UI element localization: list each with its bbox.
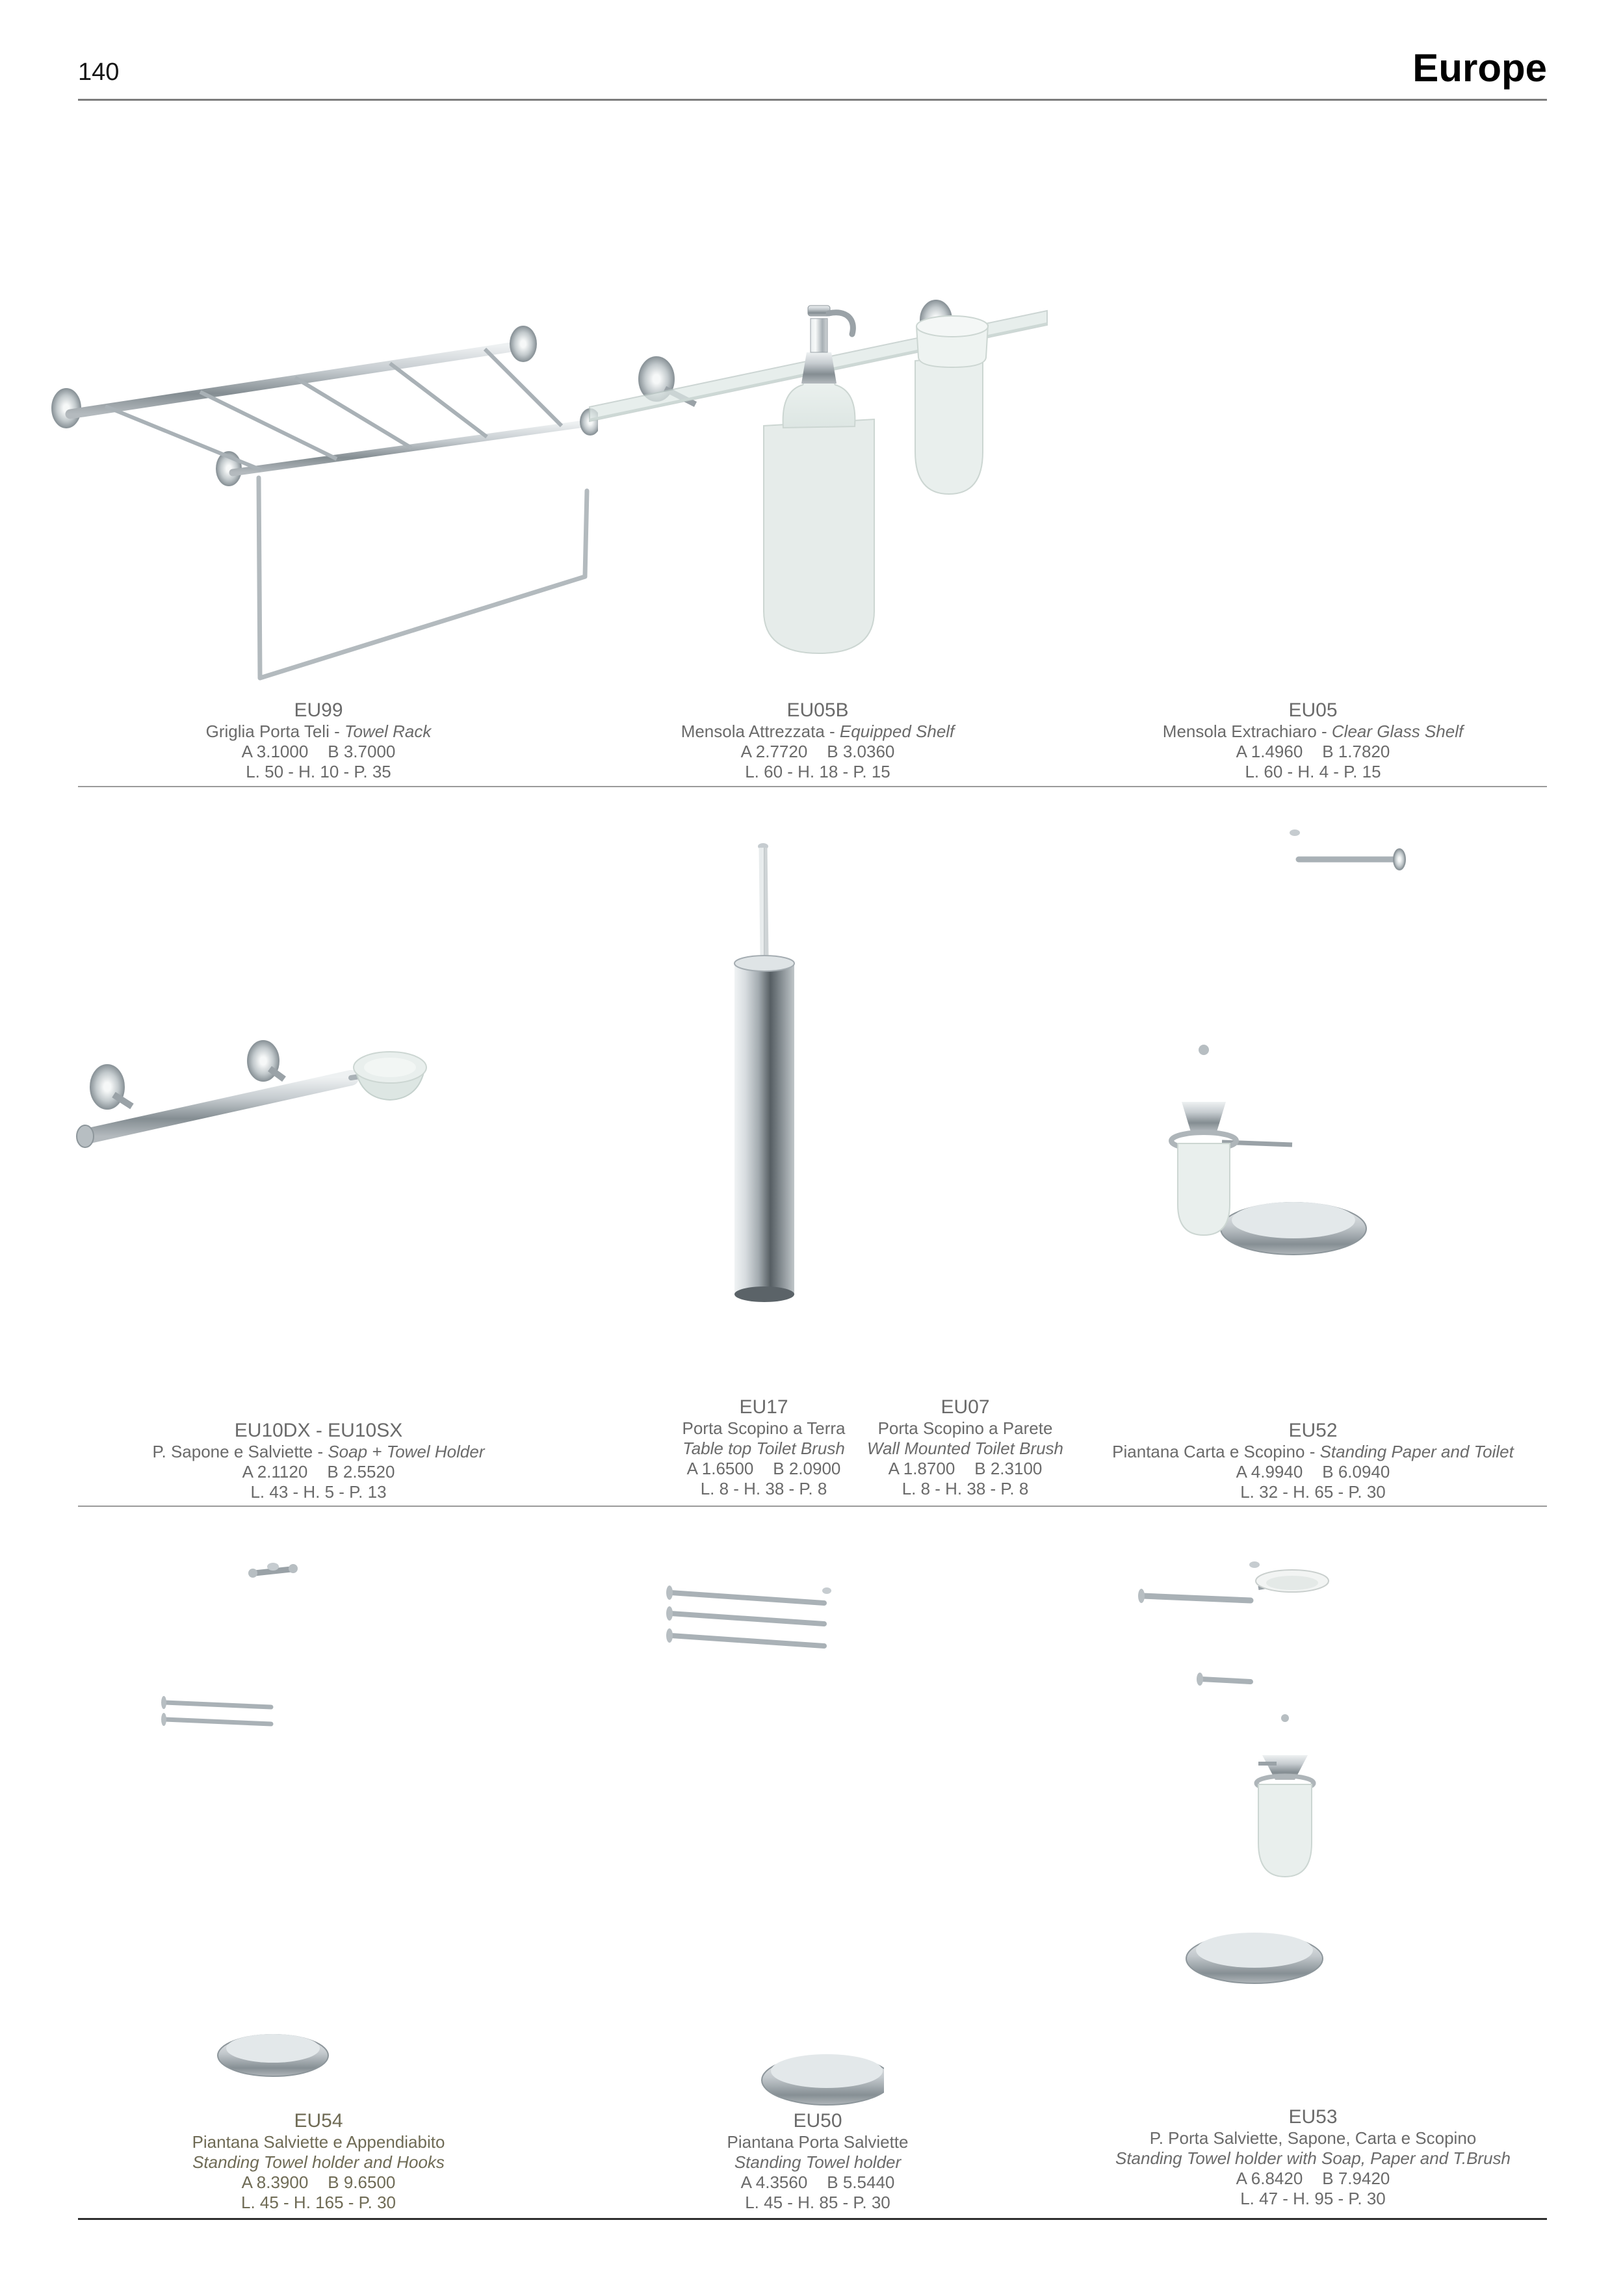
price-a: A 4.9940: [1236, 1462, 1303, 1481]
name-separator: -: [1316, 722, 1332, 741]
product-prices: [91, 742, 546, 762]
product-name: [1085, 722, 1540, 742]
product-name: [1085, 1442, 1540, 1462]
product-prices: [91, 1462, 546, 1482]
product-code: EU53: [1288, 2106, 1338, 2128]
product-code: EU50: [793, 2110, 842, 2132]
product-info-eu10: [91, 1420, 546, 1502]
price-a: A 1.6500: [686, 1459, 754, 1478]
product-name-en: Towel Rack: [344, 722, 432, 741]
product-code: EU05: [1288, 699, 1338, 721]
product-name-en: Wall Mounted Toilet Brush: [866, 1439, 1064, 1458]
price-b: B 1.7820: [1322, 742, 1390, 761]
product-photo-eu54: [156, 1554, 390, 2106]
product-code: EU17: [739, 1396, 788, 1418]
product-name-it: P. Porta Salviette, Sapone, Carta e Scopino: [1149, 2128, 1477, 2148]
name-separator: -: [313, 1442, 328, 1461]
price-b: B 9.6500: [328, 2172, 396, 2192]
price-a: A 6.8420: [1236, 2169, 1303, 2188]
product-dimensions: L. 60 - H. 18 - P. 15: [745, 762, 890, 781]
price-b: B 3.7000: [328, 742, 396, 761]
product-name-en: Standing Towel holder and Hooks: [192, 2152, 445, 2172]
product-name-en: Table top Toilet Brush: [682, 1439, 845, 1458]
row-divider-1: [78, 786, 1547, 787]
product-photo-eu50: [650, 1573, 884, 2126]
price-a: A 1.8700: [888, 1459, 955, 1478]
product-name-it: Piantana Salviette e Appendiabito: [192, 2132, 445, 2152]
product-photo-eu99: [39, 276, 598, 699]
product-code: EU10DX - EU10SX: [234, 1420, 403, 1441]
product-dimensions: L. 43 - H. 5 - P. 13: [250, 1482, 387, 1502]
product-code: EU05B: [786, 699, 849, 721]
price-b: B 2.5520: [327, 1462, 395, 1481]
price-a: A 1.4960: [1236, 742, 1303, 761]
product-dimensions: L. 45 - H. 165 - P. 30: [241, 2193, 396, 2212]
bottom-divider: [78, 2218, 1547, 2220]
product-name-en: Standing Paper and Toilet: [1319, 1442, 1514, 1461]
product-dimensions: L. 8 - H. 38 - P. 8: [902, 1479, 1029, 1498]
product-info-eu52: [1085, 1420, 1540, 1502]
product-info-eu53: [1085, 2106, 1540, 2209]
product-dimensions: L. 47 - H. 95 - P. 30: [1240, 2189, 1386, 2208]
name-separator: -: [824, 722, 840, 741]
product-photo-eu10: [55, 1027, 432, 1183]
product-code: EU07: [941, 1396, 990, 1418]
product-name-it: Porta Scopino a Terra: [682, 1418, 846, 1438]
page-number: 140: [78, 59, 120, 86]
name-separator: -: [329, 722, 344, 741]
price-a: A 2.7720: [740, 742, 808, 761]
header-divider: [78, 99, 1547, 101]
product-dimensions: L. 60 - H. 4 - P. 15: [1245, 762, 1381, 781]
price-a: A 3.1000: [241, 742, 309, 761]
product-name-it: Mensola Extrachiaro: [1162, 722, 1317, 741]
product-info-eu05: [1085, 699, 1540, 782]
price-a: A 8.3900: [241, 2172, 309, 2192]
product-prices: [1085, 1462, 1540, 1482]
product-name-en: Clear Glass Shelf: [1331, 722, 1464, 741]
product-photo-eu53: [1124, 1557, 1397, 1999]
product-code: EU99: [294, 699, 343, 721]
row-divider-2: [78, 1506, 1547, 1507]
name-separator: -: [1305, 1442, 1320, 1461]
product-name-it: Porta Scopino a Parete: [877, 1418, 1053, 1438]
product-prices: [1085, 742, 1540, 762]
product-name: [91, 722, 546, 742]
product-prices: [590, 2172, 1045, 2193]
product-info-eu50: [590, 2110, 1045, 2213]
product-info-eu05b: [590, 699, 1045, 782]
product-name-en: Equipped Shelf: [839, 722, 955, 741]
product-name-it: Mensola Attrezzata: [681, 722, 825, 741]
product-prices: [829, 1459, 1102, 1479]
product-name-en: Standing Towel holder with Soap, Paper and T.Brush: [1115, 2148, 1511, 2168]
product-dimensions: L. 8 - H. 38 - P. 8: [700, 1479, 827, 1498]
price-b: B 5.5440: [827, 2172, 895, 2192]
product-name-it: Griglia Porta Teli: [205, 722, 330, 741]
product-name-it: Piantana Porta Salviette: [727, 2132, 909, 2152]
product-info-eu99: [91, 699, 546, 782]
price-b: B 7.9420: [1322, 2169, 1390, 2188]
product-name-it: Piantana Carta e Scopino: [1112, 1442, 1305, 1461]
product-name-it: P. Sapone e Salviette: [152, 1442, 313, 1461]
price-b: B 2.0900: [773, 1459, 841, 1478]
product-name: [590, 722, 1045, 742]
product-photo-eu05b: [582, 293, 1063, 663]
product-code: EU54: [294, 2110, 343, 2132]
product-photo-eu17: [715, 839, 812, 1307]
product-name-en: Soap + Towel Holder: [328, 1442, 485, 1461]
product-info-eu07: [829, 1396, 1102, 1499]
price-a: A 2.1120: [242, 1462, 308, 1481]
product-prices: [1085, 2169, 1540, 2189]
product-prices: [91, 2172, 546, 2193]
product-info-eu54: [91, 2110, 546, 2213]
page-title: Europe: [1412, 46, 1547, 90]
product-dimensions: L. 45 - H. 85 - P. 30: [745, 2193, 890, 2212]
product-code: EU52: [1288, 1420, 1338, 1441]
product-name: [91, 1442, 546, 1462]
product-dimensions: L. 32 - H. 65 - P. 30: [1240, 1482, 1386, 1502]
product-prices: [590, 742, 1045, 762]
product-photo-eu52: [1144, 822, 1417, 1277]
product-name-en: Standing Towel holder: [734, 2152, 902, 2172]
product-dimensions: L. 50 - H. 10 - P. 35: [246, 762, 391, 781]
price-b: B 6.0940: [1322, 1462, 1390, 1481]
price-b: B 2.3100: [974, 1459, 1043, 1478]
price-b: B 3.0360: [827, 742, 895, 761]
price-a: A 4.3560: [740, 2172, 808, 2192]
